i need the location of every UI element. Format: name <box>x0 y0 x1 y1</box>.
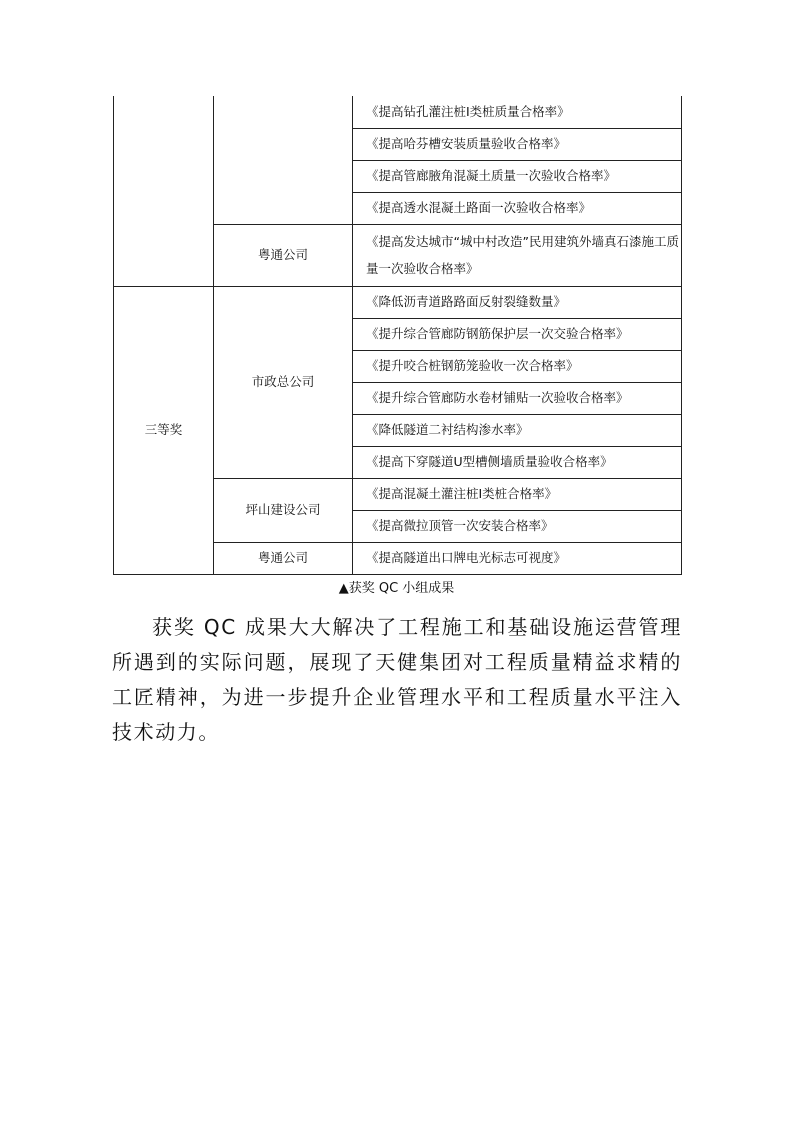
project-cell: 《提高混凝土灌注桩Ⅰ类桩合格率》 <box>353 478 682 510</box>
project-cell: 《提高管廊腋角混凝土质量一次验收合格率》 <box>353 160 682 192</box>
table-row <box>114 96 682 128</box>
project-cell: 《降低隧道二衬结构渗水率》 <box>353 414 682 446</box>
project-cell: 《提高隧道出口牌电光标志可视度》 <box>353 542 682 574</box>
project-cell: 《提升综合管廊防水卷材铺贴一次验收合格率》 <box>353 382 682 414</box>
company-cell: 坪山建设公司 <box>214 478 353 542</box>
project-cell: 《提高钻孔灌注桩Ⅰ类桩质量合格率》 <box>353 96 682 128</box>
body-paragraph: 获奖 QC 成果大大解决了工程施工和基础设施运营管理所遇到的实际问题，展现了天健集团对工程质量精益求精的工匠精神，为进一步提升企业管理水平和工程质量水平注入技术动力。 <box>112 615 682 744</box>
project-cell: 《提高透水混凝土路面一次验收合格率》 <box>353 192 682 224</box>
project-cell: 《降低沥青道路路面反射裂缝数量》 <box>353 286 682 318</box>
awards-table <box>113 96 682 575</box>
project-cell: 《提高微拉顶管一次安装合格率》 <box>353 510 682 542</box>
company-cell <box>214 96 353 224</box>
project-cell: 《提高哈芬槽安装质量验收合格率》 <box>353 128 682 160</box>
project-cell: 《提高下穿隧道U型槽侧墙质量验收合格率》 <box>353 446 682 478</box>
award-cell <box>114 96 214 286</box>
project-cell: 《提高发达城市“城中村改造”民用建筑外墙真石漆施工质量一次验收合格率》 <box>353 224 682 286</box>
company-cell: 粤通公司 <box>214 542 353 574</box>
table-caption: ▲获奖 QC 小组成果 <box>338 581 455 596</box>
company-cell: 粤通公司 <box>214 224 353 286</box>
project-cell: 《提升咬合桩钢筋笼验收一次合格率》 <box>353 350 682 382</box>
table-row <box>114 286 682 318</box>
award-cell: 三等奖 <box>114 286 214 574</box>
company-cell: 市政总公司 <box>214 286 353 478</box>
project-cell: 《提升综合管廊防钢筋保护层一次交验合格率》 <box>353 318 682 350</box>
